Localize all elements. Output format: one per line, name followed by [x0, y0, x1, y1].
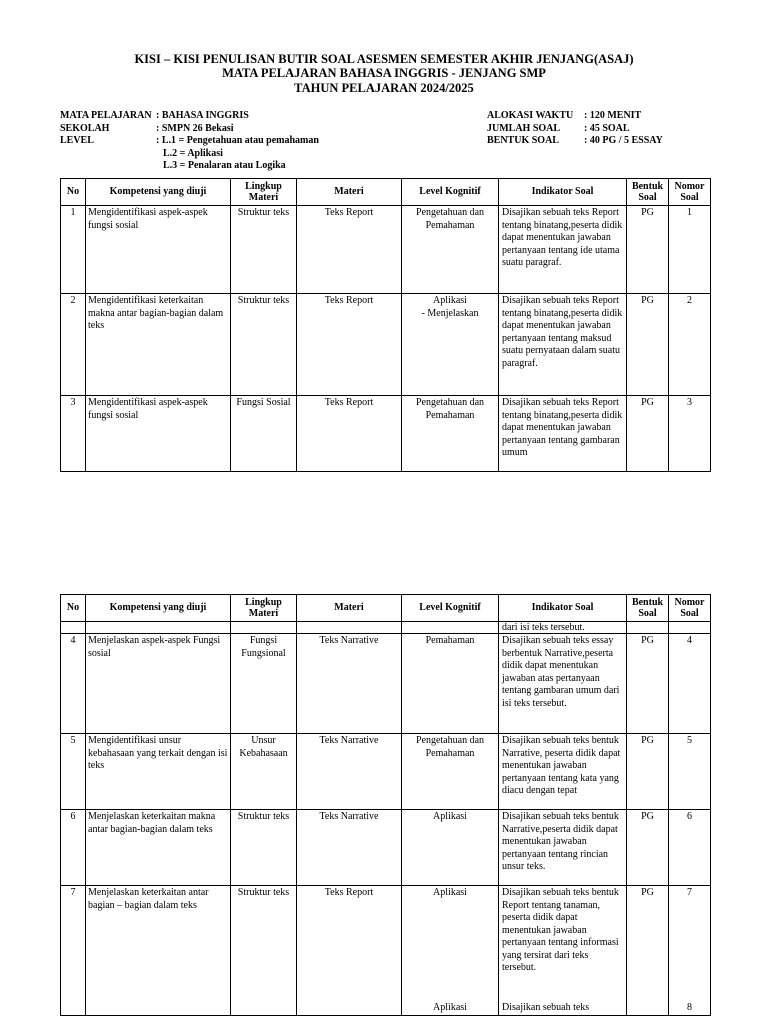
- header-level: Level Kognitif: [402, 595, 499, 622]
- header-kompetensi: Kompetensi yang diuji: [86, 595, 231, 622]
- table-row: [61, 206, 711, 294]
- level-1: : L.1 = Pengetahuan atau pemahaman: [156, 135, 319, 146]
- alokasi-label: ALOKASI WAKTU: [487, 110, 574, 121]
- header-level: Level Kognitif: [402, 179, 499, 206]
- header-no: No: [61, 179, 86, 206]
- header-nomor: Nomor Soal: [669, 595, 711, 622]
- info-right: [487, 110, 707, 148]
- row-materi: Teks Narrative: [297, 810, 402, 886]
- kisi-table-2: [60, 594, 711, 1016]
- row-kompetensi: Mengidentifikasi aspek-aspek fungsi sosial: [86, 206, 231, 294]
- row-no: 4: [61, 634, 86, 734]
- row-level: Aplikasi: [402, 810, 499, 886]
- row-bentuk: PG: [627, 206, 669, 294]
- bentuk-value: : 40 PG / 5 ESSAY: [584, 135, 663, 146]
- bentuk-label: BENTUK SOAL: [487, 135, 559, 146]
- row-kompetensi: Mengidentifikasi aspek-aspek fungsi sosial: [86, 396, 231, 472]
- header-kompetensi: Kompetensi yang diuji: [86, 179, 231, 206]
- row-indikator: Disajikan sebuah teks Report tentang binatang,peserta didik dapat menentukan jawaban pertanyaan tentang maksud suatu pernyataan dalam suatu paragraf.: [499, 294, 627, 396]
- row-kompetensi: Mengidentifikasi unsur kebahasaan yang terkait dengan isi teks: [86, 734, 231, 810]
- document-title: KISI – KISI PENULISAN BUTIR SOAL ASESMEN SEMESTER AKHIR JENJANG(ASAJ): [134, 52, 634, 66]
- table-row: [61, 810, 711, 886]
- level-2: L.2 = Aplikasi: [163, 147, 223, 159]
- row-lingkup: Struktur teks: [231, 294, 297, 396]
- row-nomor: [669, 886, 711, 1016]
- row-nomor: 4: [669, 634, 711, 734]
- row-bentuk: PG: [627, 810, 669, 886]
- row-level-next: Aplikasi: [433, 1001, 467, 1013]
- row-bentuk: PG: [627, 734, 669, 810]
- jumlah-label: JUMLAH SOAL: [487, 122, 561, 134]
- header-lingkup: Lingkup Materi: [231, 595, 297, 622]
- row-indikator: Disajikan sebuah teks Report tentang binatang,peserta didik dapat menentukan jawaban pertanyaan tentang ide utama suatu paragraf.: [499, 206, 627, 294]
- row-nomor-primary: 7: [687, 887, 692, 898]
- row-materi: Teks Narrative: [297, 734, 402, 810]
- table-row: [61, 734, 711, 810]
- header-indikator: Indikator Soal: [499, 179, 627, 206]
- row-materi: Teks Report: [297, 206, 402, 294]
- row-indikator: Disajikan sebuah teks bentuk Narrative,peserta didik dapat menentukan jawaban pertanyaan tentang rincian unsur teks.: [499, 810, 627, 886]
- row-level: [402, 886, 499, 1016]
- row-level: Pengetahuan dan Pemahaman: [402, 734, 499, 810]
- header-nomor: Nomor Soal: [669, 179, 711, 206]
- row-materi: Teks Report: [297, 886, 402, 1016]
- table-row-continuation: [61, 622, 711, 634]
- row-level: Aplikasi - Menjelaskan: [402, 294, 499, 396]
- row-kompetensi: Mengidentifikasi keterkaitan makna antar bagian-bagian dalam teks: [86, 294, 231, 396]
- row-no: 7: [61, 886, 86, 1016]
- row-materi: Teks Report: [297, 396, 402, 472]
- row-indikator-primary: Disajikan sebuah teks bentuk Report tentang tanaman, peserta didik dapat menentukan jawaban pertanyaan tentang informasi yang tersirat dari teks tersebut.: [502, 887, 619, 973]
- table-row: [61, 886, 711, 1016]
- mapel-label: MATA PELAJARAN: [60, 110, 152, 121]
- mapel-value: : BAHASA INGGRIS: [156, 110, 249, 121]
- row-indikator: Disajikan sebuah teks Report tentang binatang,peserta didik dapat menentukan jawaban pertanyaan tentang gambaran umum: [499, 396, 627, 472]
- row-lingkup: Unsur Kebahasaan: [231, 734, 297, 810]
- info-left: [60, 110, 460, 173]
- row-indikator-next: Disajikan sebuah teks: [502, 1001, 590, 1013]
- row-kompetensi: Menjelaskan aspek-aspek Fungsi sosial: [86, 634, 231, 734]
- row-lingkup: Struktur teks: [231, 886, 297, 1016]
- row-kompetensi: Menjelaskan keterkaitan antar bagian – bagian dalam teks: [86, 886, 231, 1016]
- jumlah-value: : 45 SOAL: [584, 122, 630, 134]
- academic-year: TAHUN PELAJARAN 2024/2025: [294, 81, 474, 95]
- row-bentuk: PG: [627, 396, 669, 472]
- header-indikator: Indikator Soal: [499, 595, 627, 622]
- continuation-text: dari isi teks tersebut.: [499, 622, 627, 634]
- header-bentuk: Bentuk Soal: [627, 179, 669, 206]
- row-level: Pengetahuan dan Pemahaman: [402, 396, 499, 472]
- row-materi: Teks Narrative: [297, 634, 402, 734]
- row-lingkup: Struktur teks: [231, 810, 297, 886]
- row-no: 3: [61, 396, 86, 472]
- header-lingkup: Lingkup Materi: [231, 179, 297, 206]
- row-no: 2: [61, 294, 86, 396]
- row-lingkup: Fungsi Sosial: [231, 396, 297, 472]
- row-nomor: 5: [669, 734, 711, 810]
- document-subtitle: MATA PELAJARAN BAHASA INGGRIS - JENJANG SMP: [222, 66, 546, 80]
- row-nomor: 2: [669, 294, 711, 396]
- kisi-table-1: [60, 178, 711, 472]
- table-row: [61, 396, 711, 472]
- row-bentuk: PG: [627, 634, 669, 734]
- row-level: Pemahaman: [402, 634, 499, 734]
- table-row: [61, 294, 711, 396]
- table-row: [61, 634, 711, 734]
- row-bentuk: PG: [627, 294, 669, 396]
- row-level-primary: Aplikasi: [433, 887, 467, 898]
- row-nomor: 3: [669, 396, 711, 472]
- row-no: 5: [61, 734, 86, 810]
- header-no: No: [61, 595, 86, 622]
- row-level: Pengetahuan dan Pemahaman: [402, 206, 499, 294]
- sekolah-label: SEKOLAH: [60, 122, 110, 134]
- header-bentuk: Bentuk Soal: [627, 595, 669, 622]
- row-kompetensi: Menjelaskan keterkaitan makna antar bagian-bagian dalam teks: [86, 810, 231, 886]
- level-3: L.3 = Penalaran atau Logika: [163, 160, 286, 171]
- row-indikator: [499, 886, 627, 1016]
- row-indikator: Disajikan sebuah teks bentuk Narrative, peserta didik dapat menentukan jawaban pertanyaan tentang kata yang diacu dengan tepat: [499, 734, 627, 810]
- row-lingkup: Struktur teks: [231, 206, 297, 294]
- header-materi: Materi: [297, 179, 402, 206]
- alokasi-value: : 120 MENIT: [584, 110, 642, 121]
- sekolah-value: : SMPN 26 Bekasi: [156, 122, 234, 134]
- row-nomor-next: 8: [687, 1001, 692, 1013]
- row-no: 6: [61, 810, 86, 886]
- row-nomor: 1: [669, 206, 711, 294]
- row-nomor: 6: [669, 810, 711, 886]
- row-no: 1: [61, 206, 86, 294]
- row-lingkup: Fungsi Fungsional: [231, 634, 297, 734]
- level-label: LEVEL: [60, 135, 94, 146]
- header-materi: Materi: [297, 595, 402, 622]
- row-materi: Teks Report: [297, 294, 402, 396]
- row-indikator: Disajikan sebuah teks essay berbentuk Narrative,peserta didik dapat menentukan jawaban atas pertanyaan tentang gambaran umum dari isi teks tersebut.: [499, 634, 627, 734]
- row-bentuk: PG: [627, 886, 669, 1016]
